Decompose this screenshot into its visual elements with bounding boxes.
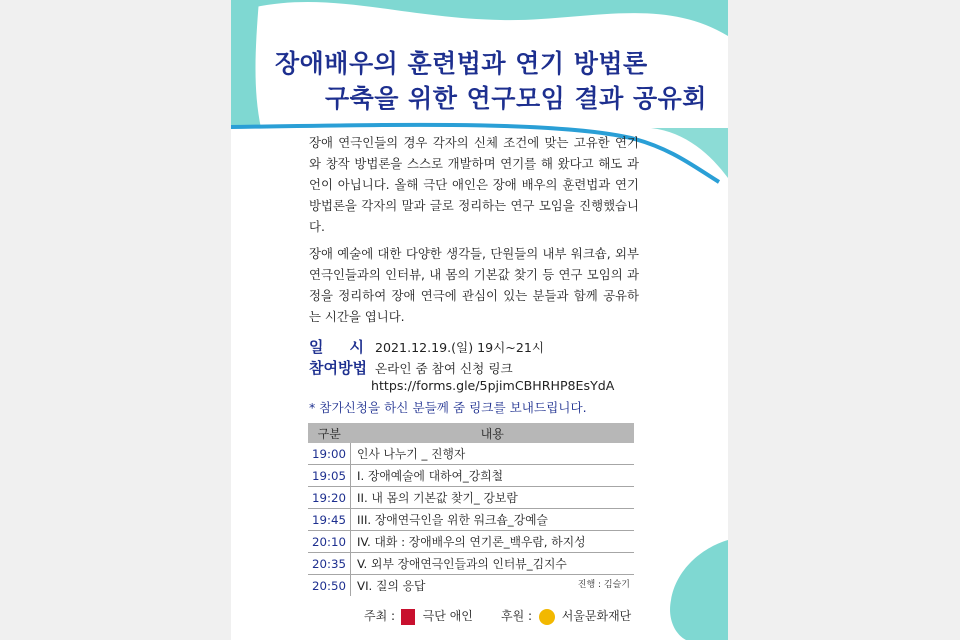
method-row <box>309 357 513 378</box>
schedule-content: I. 장애예술에 대하여_강희철 <box>351 465 635 487</box>
table-row <box>308 465 634 487</box>
schedule-header-content: 내용 <box>351 423 635 443</box>
schedule-table <box>308 423 634 596</box>
schedule-time: 20:10 <box>308 531 351 553</box>
method-value: 온라인 줌 참여 신청 링크 <box>375 361 513 376</box>
intro-paragraph-1: 장애 연극인들의 경우 각자의 신체 조건에 맞는 고유한 연기와 창작 방법론을 스스로 개발하며 연기를 해 왔다고 해도 과언이 아닙니다. 올해 극단 애인은 장애 배우의 훈련법과 연기 방법론을 각자의 말과 글로 정리하는 연구 모임을 진행했습니다. <box>309 135 639 234</box>
organizer-label: 주최 : <box>364 609 396 623</box>
intro-paragraph-2: 장애 예술에 대한 다양한 생각들, 단원들의 내부 워크숍, 외부 연극인들과의 인터뷰, 내 몸의 기본값 찾기 등 연구 모임의 과정을 정리하여 장애 연극에 관심이 있는 분들과 함께 공유하는 시간을 엽니다. <box>309 246 639 324</box>
table-row <box>308 509 634 531</box>
left-teal-band <box>231 0 261 128</box>
sponsor <box>501 607 631 625</box>
zoom-note: * 참가신청을 하신 분들께 줌 링크를 보내드립니다. <box>309 400 587 415</box>
top-teal-wave <box>231 0 728 36</box>
schedule-header-time: 구분 <box>308 423 351 443</box>
table-row <box>308 531 634 553</box>
schedule-time: 20:35 <box>308 553 351 575</box>
date-value: 2021.12.19.(일) 19시~21시 <box>375 340 545 355</box>
sponsor-name: 서울문화재단 <box>561 609 632 623</box>
title-line-1: 장애배우의 훈련법과 연기 방법론 <box>275 49 648 78</box>
title-line-2: 구축을 위한 연구모임 결과 공유회 <box>325 84 707 113</box>
schedule-time: 19:05 <box>308 465 351 487</box>
schedule-content <box>351 575 635 597</box>
sponsor-logo-icon <box>539 609 555 625</box>
registration-link[interactable]: https://forms.gle/5pjimCBHRHP8EsYdA <box>371 378 615 393</box>
schedule-time: 19:00 <box>308 443 351 465</box>
organizer <box>364 607 473 625</box>
table-row <box>308 443 634 465</box>
host-note: 진행 : 김슬기 <box>577 580 630 590</box>
table-row <box>308 575 634 597</box>
poster <box>231 0 728 640</box>
table-row <box>308 487 634 509</box>
date-label: 일시 <box>309 338 390 356</box>
schedule-content: V. 외부 장애연극인들과의 인터뷰_김지수 <box>351 553 635 575</box>
schedule-content-text: VI. 질의 응답 <box>357 579 426 593</box>
organizer-logo-icon <box>401 609 415 625</box>
method-label: 참여방법 <box>309 359 367 377</box>
schedule-content: II. 내 몸의 기본값 찾기_ 강보람 <box>351 487 635 509</box>
schedule-content: IV. 대화 : 장애배우의 연기론_백우람, 하지성 <box>351 531 635 553</box>
organizer-name: 극단 애인 <box>422 609 473 623</box>
schedule-content: 인사 나누기 _ 진행자 <box>351 443 635 465</box>
date-row <box>309 336 544 357</box>
schedule-time: 19:20 <box>308 487 351 509</box>
table-row <box>308 553 634 575</box>
schedule-time: 20:50 <box>308 575 351 597</box>
right-teal-shape <box>651 128 728 178</box>
schedule-content: III. 장애연극인을 위한 워크숍_강예슬 <box>351 509 635 531</box>
bottom-teal-corner <box>670 540 728 640</box>
schedule-time: 19:45 <box>308 509 351 531</box>
sponsor-label: 후원 : <box>501 609 533 623</box>
